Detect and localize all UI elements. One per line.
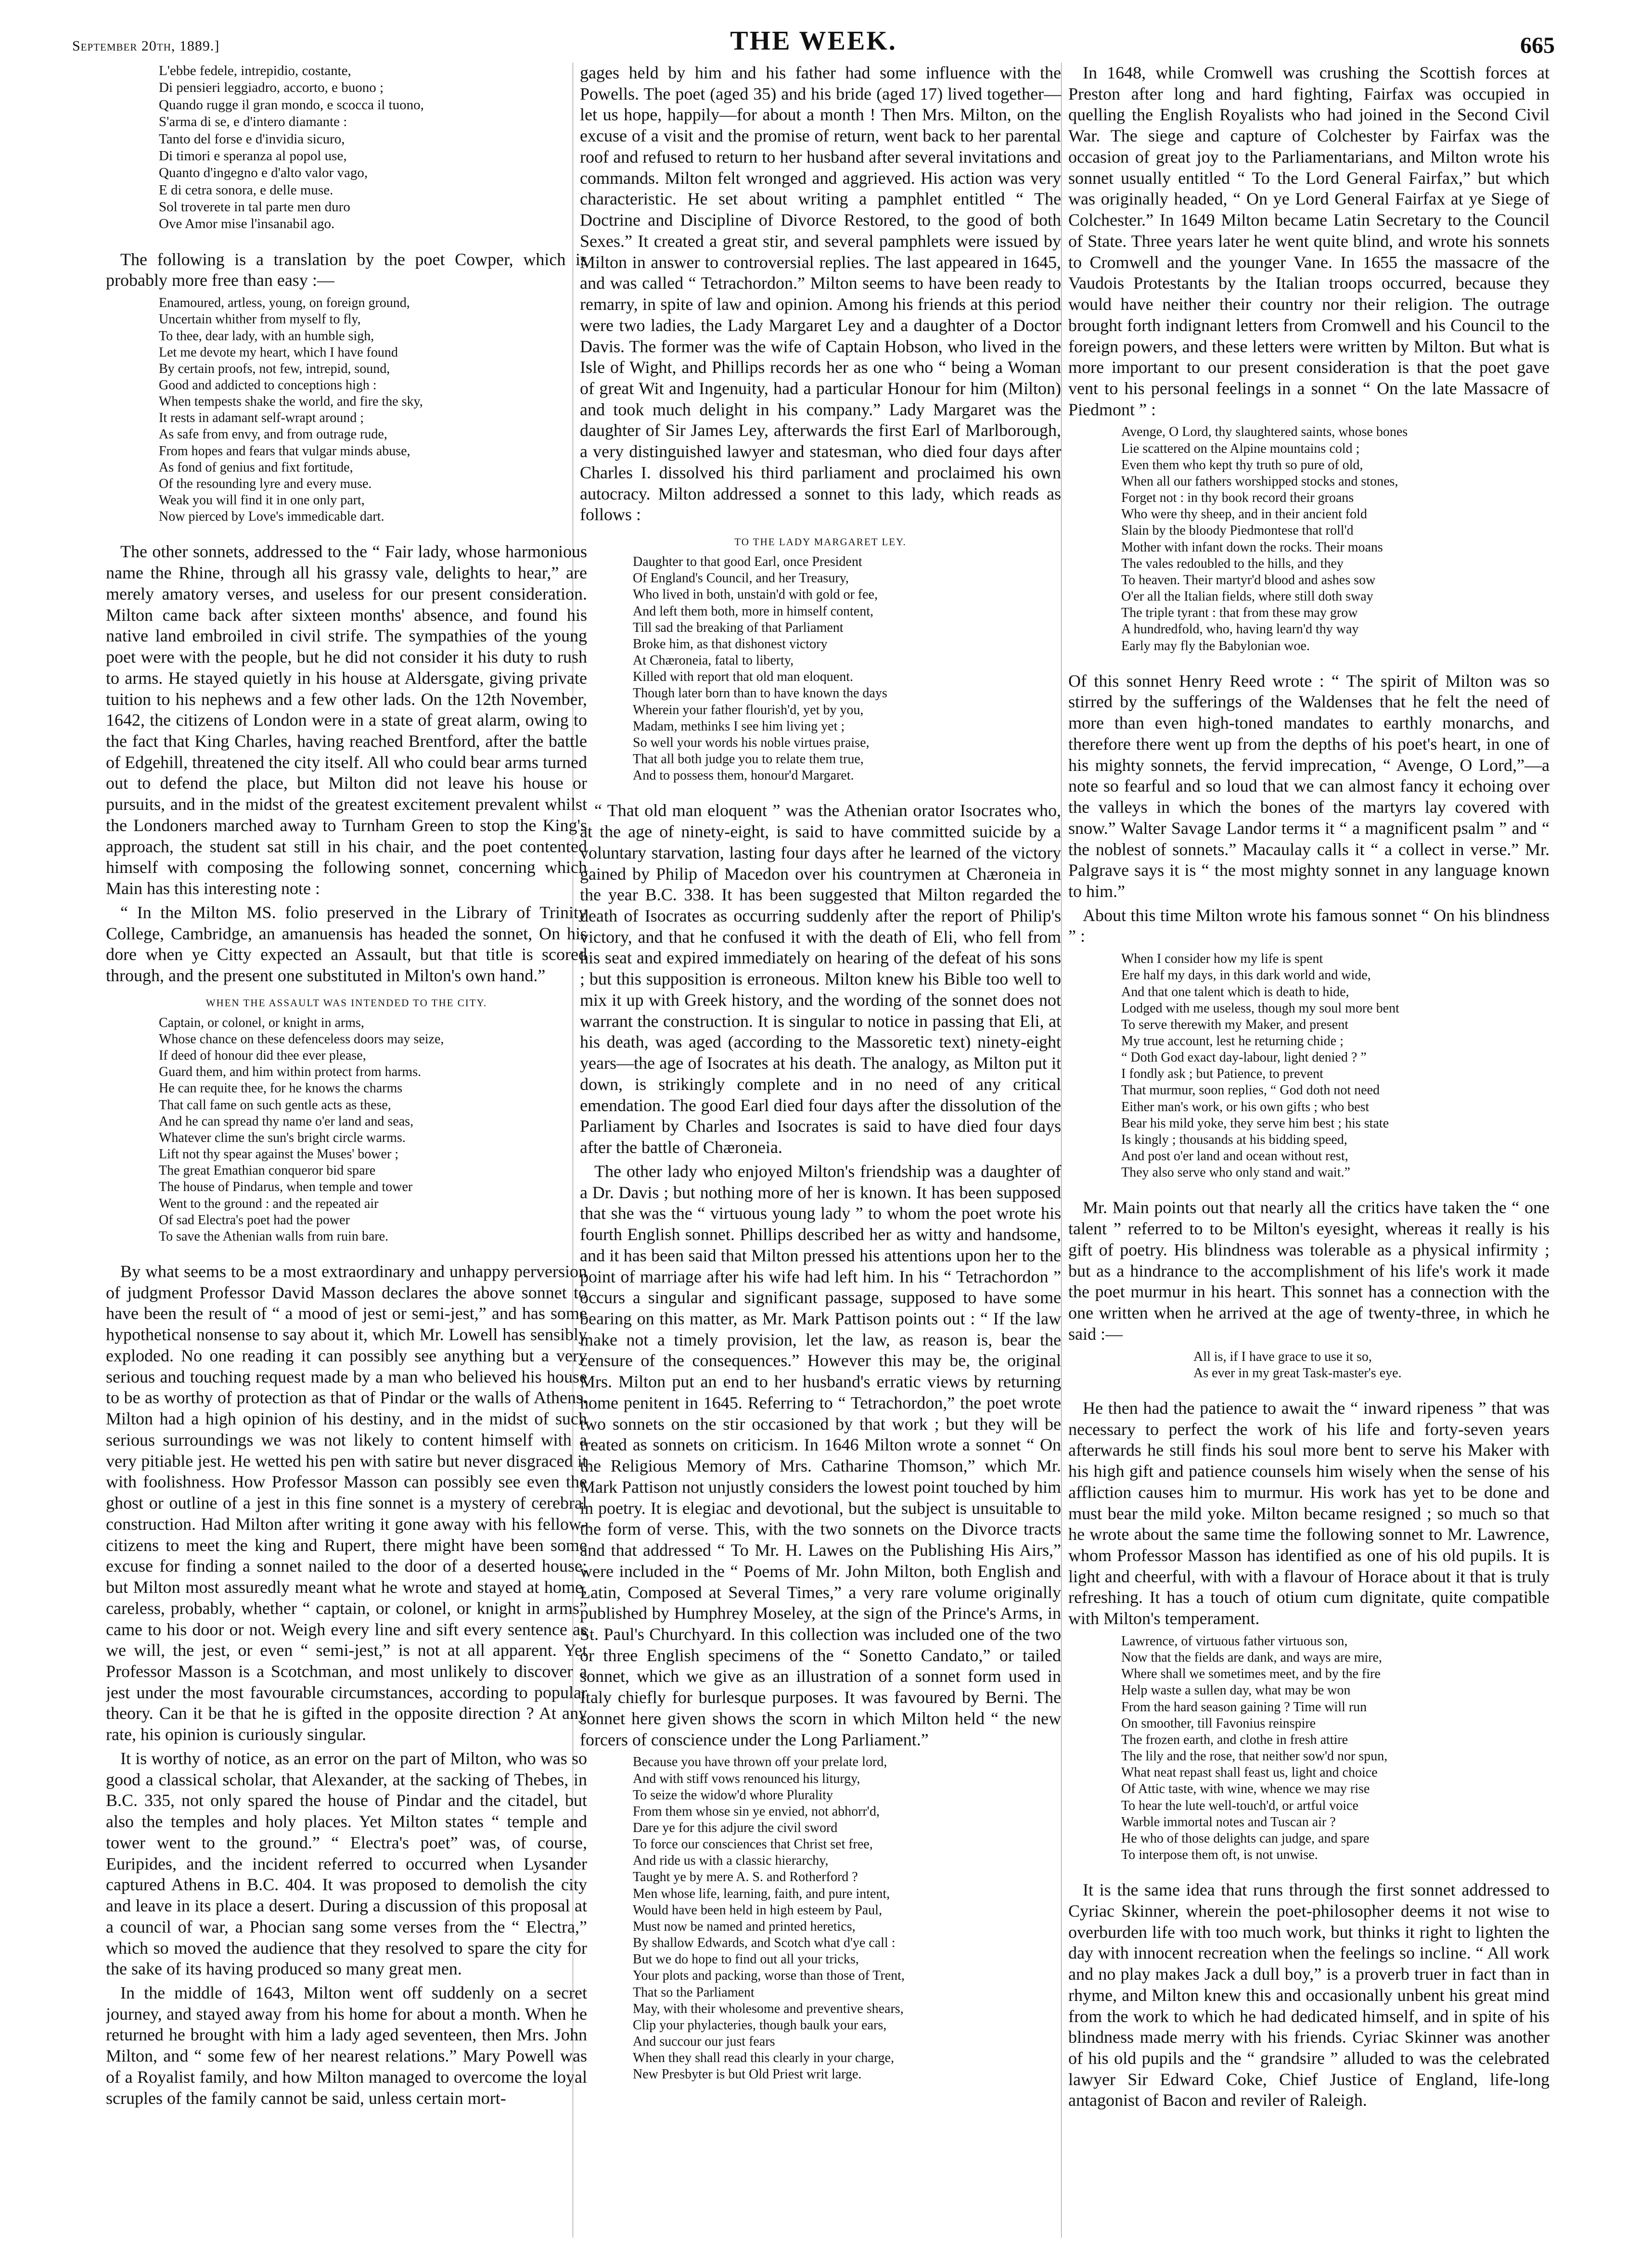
masthead [72,22,1555,65]
issue-date: September 20th, 1889.] [72,38,220,54]
column-1 [106,63,587,2247]
paragraph: In the middle of 1643, Milton went off suddenly on a secret journey, and stayed away from his home for about a month. When he returned he brought with him a lady aged seventeen, then Mrs. John Milton, and “ some few of her nearest relations.” Mary Powell was of a Royalist family, and how Milton managed to overcome the loyal scruples of the family cannot be said, unless certain mort- [106,1983,587,2108]
cowper-translation: Enamoured, artless, young, on foreign ground, Uncertain whither from myself to fly, To thee, dear lady, with an humble sigh, Let me devote my heart, which I have found By certain proofs, not few, intrepid, sound, Good and addicted to conceptions high : When tempests shake the world, and fire the sky, It rests in adamant self-wrapt around ; As safe from envy, and from outrage rude, From hopes and fears that vulgar minds abuse, As fond of genius and fixt fortitude, Of the resounding lyre and every muse. Weak you will find it in one only part, Now pierced by Love's immedicable dart. [159,295,423,525]
blindness-sonnet: When I consider how my life is spent Ere half my days, in this dark world and wide, And that one talent which is death to hide, Lodged with me useless, though my soul more bent To serve therewith my Maker, and present My true account, lest he returning chide ; “ Doth God exact day-labour, light denied ? ” I fondly ask ; but Patience, to prevent That murmur, soon replies, “ God doth not need Either man's work, or his own gifts ; who best Bear his mild yoke, they serve him best ; his state Is kingly ; thousands at his bidding speed, And post o'er land and ocean without rest, They also serve who only stand and wait.” [1121,951,1399,1180]
paragraph: The following is a translation by the poet Cowper, which is probably more free than easy :— [106,249,587,290]
publication-title: THE WEEK. [730,26,897,56]
paragraph: The other sonnets, addressed to the “ Fair lady, whose harmonious name the Rhine, through all his grassy vale, delights to hear,” are merely amatory verses, and useless for our present consideration. Milton came back after sixteen months' absence, and found his native land embroiled in civil strife. The sympathies of the young poet were with the people, but he did not consider it his duty to rush to arms. He stayed quietly in his house at Aldersgate, giving private tuition to his nephews and a few other lads. On the 12th November, 1642, the citizens of London were in a state of great alarm, owing to the fact that King Charles, having reached Brentford, after the battle of Edgehill, threatened the city itself. All who could bear arms turned out to defend the place, but Milton did not leave his house or pursuits, and in the midst of the greatest excitement prevalent whilst the Londoners marched away to Turnham Green to stop the King's approach, the student sat still in his chair, and the poet contented himself with composing the following sonnet, concerning which Main has this interesting note : [106,542,587,898]
sonnet-heading: WHEN THE ASSAULT WAS INTENDED TO THE CITY. [205,997,487,1009]
page-number: 665 [1520,33,1555,58]
column-3 [1068,63,1550,2247]
paragraph: By what seems to be a most extraordinary and unhappy perversion of judgment Professor David Masson declares the above sonnet to have been the result of “ a mood of jest or semi-jest,” and has some hypothetical nonsense to say about it, which Mr. Lowell has sensibly exploded. No one reading it can possibly see anything but a very serious and touching request made by a man who believed his house to be as worthy of protection as that of Pindar or the walls of Athens. Milton had a high opinion of his destiny, and in the midst of such serious surroundings we was not likely to content himself with a very pitiable jest. He wetted his pen with satire but never disgraced it with foolishness. How Professor Masson can possibly see even the ghost or outline of a jest in this fine sonnet is a mystery of cerebral construction. Had Milton after writing it gone away with his fellow-citizens to meet the king and Rupert, there might have been some excuse for finding a sonnet nailed to the door of a deserted house; but Milton most assuredly meant what he wrote and stayed at home, careless, probably, whether “ captain, or colonel, or knight in arms” came to his door or not. Weigh every line and sift every sentence as we will, the jest, or even “ semi-jest,” is not at all apparent. Yet Professor Masson is a Scotchman, and most unlikely to discover a jest under the most favourable circumstances, according to popular theory. Can it be that he is gifted in the opposite direction ? At any rate, his opinion is curiously singular. [106,1262,587,1744]
sonnet-heading: TO THE LADY MARGARET LEY. [734,536,907,548]
paragraph: It is the same idea that runs through the first sonnet addressed to Cyriac Skinner, wherein the poet-philosopher deems it not wise to overburden life with too much work, but thinks it right to lighten the day with innocent recreation when the feelings so incline. “ All work and no play makes Jack a dull boy,” is a proverb truer in fact than in rhyme, and Milton knew this and occasionally unbent his great mind from the work to which he had dedicated himself, and in spite of his blindness made merry with his friends. Cyriac Skinner was another of his old pupils and the “ grandsire ” alluded to was the celebrated lawyer Sir Edward Coke, Chief Justice of England, life-long antagonist of Bacon and reviler of Raleigh. [1068,1880,1550,2110]
forcers-sonnet: Because you have thrown off your prelate lord, And with stiff vows renounced his liturgy, To seize the widow'd whore Plurality From them whose sin ye envied, not abhorr'd, Dare ye for this adjure the civil sword To force our consciences that Christ set free, And ride us with a classic hierarchy, Taught ye by mere A. S. and Rotherford ? Men whose life, learning, faith, and pure intent, Would have been held in high esteem by Paul, Must now be named and printed heretics, By shallow Edwards, and Scotch what d'ye call : But we do hope to find out all your tricks, Your plots and packing, worse than those of Trent, That so the Parliament May, with their wholesome and preventive shears, Clip your phylacteries, though baulk your ears, And succour our just fears When they shall read this clearly in your charge, New Presbyter is but Old Priest writ large. [633,1755,905,2082]
assault-sonnet: Captain, or colonel, or knight in arms, Whose chance on these defenceless doors may seize, If deed of honour did thee ever please, Guard them, and him within protect from harms. He can requite thee, for he knows the charms That call fame on such gentle acts as these, And he can spread thy name o'er land and seas, Whatever clime the sun's bright circle warms. Lift not thy spear against the Muses' bower ; The great Emathian conqueror bid spare The house of Pindarus, when temple and tower Went to the ground : and the repeated air Of sad Electra's poet had the power To save the Athenian walls from ruin bare. [159,1015,444,1244]
paragraph: About this time Milton wrote his famous sonnet “ On his blindness ” : [1068,905,1550,946]
paragraph: Mr. Main points out that nearly all the critics have taken the “ one talent ” referred to to be Milton's eyesight, whereas it really is his gift of poetry. His blindness was tolerable as a physical infirmity ; but as a hindrance to the accomplishment of his life's work it made the poet murmur in his heart. This sonnet has a connection with the one written when he arrived at the age of twenty-three, in which he said :— [1068,1198,1550,1344]
paragraph: It is worthy of notice, as an error on the part of Milton, who was so good a classical scholar, that Alexander, at the sacking of Thebes, in B.C. 335, not only spared the house of Pindar and the citadel, but also the temples and holy places. Yet Milton states “ temple and tower went to the ground.” “ Electra's poet” was, of course, Euripides, and the incident referred to occurred when Lysander captured Athens in B.C. 404. It was proposed to demolish the city and leave in its place a desert. During a discussion of this proposal at a council of war, a Phocian sang some verses from the “ Electra,” which so moved the audience that they resolved to spare the city for the sake of its having produced so many great men. [106,1748,587,1979]
column-2 [580,63,1061,2247]
column-divider [1061,63,1062,2238]
quotation: “ In the Milton MS. folio preserved in the Library of Trinity College, Cambridge, an amanuensis has headed the sonnet, On his dore when ye Citty expected an Assault, but that title is scored through, and the present one substituted in Milton's own hand.” [106,902,587,986]
italian-sonnet: L'ebbe fedele, intrepidio, costante, Di pensieri leggiadro, accorto, e buono ; Quando rugge il gran mondo, e scocca il tuono, S'arma di se, e d'intero diamante : Tanto del forse e d'invidia sicuro, Di timori e speranza al popol use, Quanto d'ingegno e d'alto valor vago, E di cetra sonora, e delle muse. Sol troverete in tal parte men duro Ove Amor mise l'insanabil ago. [159,63,424,232]
paragraph: The other lady who enjoyed Milton's friendship was a daughter of a Dr. Davis ; but nothing more of her is known. It has been supposed that she was the “ virtuous young lady ” to whom the poet wrote his fourth English sonnet. Phillips described her as witty and handsome, and it has been said that Milton pressed his attentions upon her to the point of marriage after his wife had left him. In his “ Tetrachordon ” occurs a singular and significant passage, supposed to have some bearing on this matter, as Mr. Mark Pattison points out : “ If the law make not a timely provision, let the law, as reason is, bear the censure of the consequences.” However this may be, the original Mrs. Milton put an end to her husband's erratic views by returning home penitent in 1645. Referring to “ Tetrachordon,” the poet wrote two sonnets on the stir occasioned by that work ; but they will be treated as sonnets on criticism. In 1646 Milton wrote a sonnet “ On the Religious Memory of Mrs. Catharine Thomson,” which Mr. Mark Pattison not unjustly considers the lowest point touched by him in poetry. It is elegiac and devotional, but the subject is unsuitable to the form of verse. This, with the two sonnets on the Divorce tracts and that addressed “ To Mr. H. Lawes on the Publishing His Airs,” were included in the “ Poems of Mr. John Milton, both English and Latin, Composed at Several Times,” a very rare volume originally published by Humphrey Moseley, at the sign of the Prince's Arms, in St. Paul's Churchyard. In this collection was included one of the two or three English specimens of the “ Sonetto Candato,” or tailed sonnet, which we give as an illustration of a sonnet form used in Italy chiefly for burlesque purposes. It was favoured by Berni. The sonnet here given shows the scorn in which Milton held “ the new forcers of conscience under the Long Parliament.” [580,1161,1061,1749]
paragraph: In 1648, while Cromwell was crushing the Scottish forces at Preston after long and hard fighting, Fairfax was occupied in quelling the English Royalists who had joined in the Second Civil War. The siege and capture of Colchester by Fairfax was the occasion of great joy to the Parliamentarians, and Milton wrote his sonnet usually entitled “ To the Lord General Fairfax,” but which was originally headed, “ On ye Lord General Fairfax at ye Siege of Colchester.” In 1649 Milton became Latin Secretary to the Council of State. Three years later he went quite blind, and wrote his sonnets to Cromwell and the younger Vane. In 1655 the massacre of the Vaudois Protestants by the Italian troops occurred, because they would have neither their country nor their religion. The outrage brought forth indignant letters from Cromwell and his Council to the foreign powers, and these letters were written by Milton. But what is more important to our present consideration is that the poet gave vent to his personal feelings in a sonnet “ On the late Massacre of Piedmont ” : [1068,63,1550,419]
piedmont-sonnet: Avenge, O Lord, thy slaughtered saints, whose bones Lie scattered on the Alpine mountains cold ; Even them who kept thy truth so pure of old, When all our fathers worshipped stocks and stones, Forget not : in thy book record their groans Who were thy sheep, and in their ancient fold Slain by the bloody Piedmontese that roll'd Mother with infant down the rocks. Their moans The vales redoubled to the hills, and they To heaven. Their martyr'd blood and ashes sow O'er all the Italian fields, where still doth sway The triple tyrant : that from these may grow A hundredfold, who, having learn'd thy way Early may fly the Babylonian woe. [1121,424,1408,653]
paragraph: “ That old man eloquent ” was the Athenian orator Isocrates who, at the age of ninety-eight, is said to have committed suicide by a voluntary starvation, lasting four days after he learned of the victory gained by Philip of Macedon over his countrymen at Chæroneia in the year B.C. 338. It has been suggested that Milton regarded the death of Isocrates as occurring suddenly after the report of Philip's victory, and that he confused it with the death of Eli, who fell from his seat and expired immediately on hearing of the defeat of his sons ; but this supposition is erroneous. Milton knew his Bible too well to mix it up with Greek history, and the wording of the sonnet does not warrant the construction. It is singular to notice in passing that Eli, at his death, was aged (according to the Massoretic text) ninety-eight years—the age of Isocrates at his death. The analogy, as Milton put it down, is strikingly complete and in no need of any critical emendation. The good Earl died four days after the dissolution of the Parliament by Charles and Isocrates is said to have died four days after the battle of Chæroneia. [580,801,1061,1157]
paragraph: Of this sonnet Henry Reed wrote : “ The spirit of Milton was so stirred by the sufferings of the Waldenses that he felt the need of more than even high-toned mandates to earthly monarchs, and therefore there went up from the depths of his poet's heart, in one of his mighty sonnets, the fervid imprecation, “ Avenge, O Lord,”—a note so fearful and so loud that we can almost fancy it echoing over the valleys in which the bones of the martyrs lay covered with snow.” Walter Savage Landor terms it “ a magnificent psalm ” and “ the noblest of sonnets.” Macaulay calls it “ a collect in verse.” Mr. Palgrave says it is “ the most mighty sonnet in any language known to him.” [1068,671,1550,901]
grace-couplet: All is, if I have grace to use it so, As ever in my great Task-master's eye. [1193,1349,1402,1381]
ley-sonnet: Daughter to that good Earl, once President Of England's Council, and her Treasury, Who lived in both, unstain'd with gold or fee, And left them both, more in himself content, Till sad the breaking of that Parliament Broke him, as that dishonest victory At Chæroneia, fatal to liberty, Killed with report that old man eloquent. Though later born than to have known the days Wherein your father flourish'd, yet by you, Madam, methinks I see him living yet ; So well your words his noble virtues praise, That all both judge you to relate them true, And to possess them, honour'd Margaret. [633,554,887,783]
lawrence-sonnet: Lawrence, of virtuous father virtuous son, Now that the fields are dank, and ways are mire, Where shall we sometimes meet, and by the fire Help waste a sullen day, what may be won From the hard season gaining ? Time will run On smoother, till Favonius reinspire The frozen earth, and clothe in fresh attire The lily and the rose, that neither sow'd nor spun, What neat repast shall feast us, light and choice Of Attic taste, with wine, whence we may rise To hear the lute well-touch'd, or artful voice Warble immortal notes and Tuscan air ? He who of those delights can judge, and spare To interpose them oft, is not unwise. [1121,1633,1388,1862]
paragraph: gages held by him and his father had some influence with the Powells. The poet (aged 35) and his bride (aged 17) lived together—let us hope, happily—for about a month ! Then Mrs. Milton, on the excuse of a visit and the promise of return, went back to her parental roof and refused to return to her husband after several invitations and commands. Milton felt wronged and aggrieved. His action was very characteristic. He set about writing a pamphlet entitled “ The Doctrine and Discipline of Divorce Restored, to the good of both Sexes.” It created a great stir, and several pamphlets were issued by Milton in answer to controversial replies. The last appeared in 1645, and was called “ Tetrachordon.” Milton seems to have been ready to remarry, in spite of law and opinion. Among his friends at this period were two ladies, the Lady Margaret Ley and a daughter of a Doctor Davis. The former was the wife of Captain Hobson, who lived in the Isle of Wight, and Phillips records her as one who “ being a Woman of great Wit and Ingenuity, had a particular Honour for him (Milton) and took much delight in his company.” Lady Margaret was the daughter of Sir James Ley, afterwards the first Earl of Marlborough, a very distinguished lawyer and statesman, who died four days after Charles I. dissolved his third parliament and proclaimed his own autocracy. Milton addressed a sonnet to this lady, which reads as follows : [580,63,1061,525]
paragraph: He then had the patience to await the “ inward ripeness ” that was necessary to perfect the work of his life and forty-seven years afterwards he still finds his soul more bent to serve his Maker with his high gift and patience counsels him wisely when the sense of his affliction causes him to murmur. His work has yet to be done and must bear the mild yoke. Milton became resigned ; so much so that he wrote about the same time the following sonnet to Mr. Lawrence, whom Professor Masson has identified as one of his old pupils. It is light and cheerful, with with a flavour of Horace about it that is truly refreshing. It has a touch of otium cum dignitate, quite compatible with Milton's temperament. [1068,1398,1550,1628]
